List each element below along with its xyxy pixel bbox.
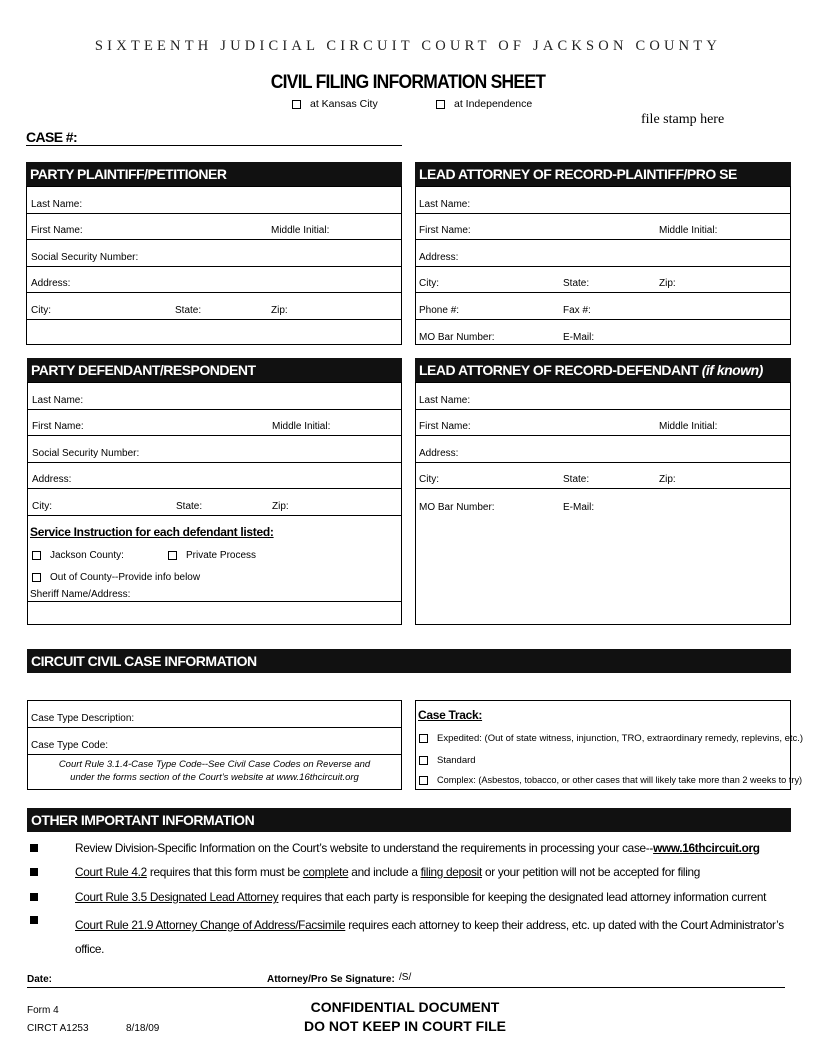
- plaintiff-section-title: PARTY PLAINTIFF/PETITIONER: [26, 162, 402, 186]
- checkbox[interactable]: [292, 100, 301, 109]
- plaintiff-ssn-field[interactable]: Social Security Number:: [27, 240, 401, 267]
- info-item-rule-4-2: Court Rule 4.2 requires that this form must be complete and include a filing deposit or your petition will not be accepted for filing: [75, 865, 701, 879]
- bullet-icon: [30, 844, 38, 852]
- defendant-name-row[interactable]: First Name: Middle Initial:: [28, 410, 401, 437]
- service-out-of-county[interactable]: Out of County--Provide info below: [32, 572, 200, 583]
- info-item-rule-21-9: Court Rule 21.9 Attorney Change of Address/Facsimile requires each attorney to keep their address, etc. up dated with the Court Administrator’s office.: [75, 918, 784, 956]
- other-info-section-title: OTHER IMPORTANT INFORMATION: [27, 808, 791, 832]
- confidential-notice: CONFIDENTIAL DOCUMENT: [310, 999, 500, 1015]
- location-kansas-city[interactable]: at Kansas City: [292, 98, 378, 110]
- attorney-plaintiff-box: [415, 186, 791, 345]
- info-item-rule-3-5: Court Rule 3.5 Designated Lead Attorney requires that each party is responsible for keeping the designated lead attorney information current: [75, 890, 767, 904]
- defendant-section-title: PARTY DEFENDANT/RESPONDENT: [27, 358, 402, 382]
- attorney-plaintiff-last-name-field[interactable]: Last Name:: [416, 187, 790, 214]
- do-not-keep-notice: DO NOT KEEP IN COURT FILE: [304, 1018, 506, 1034]
- defendant-city-row[interactable]: City: State: Zip:: [28, 489, 401, 516]
- location-independence[interactable]: at Independence: [436, 98, 532, 110]
- attorney-plaintiff-section-title: LEAD ATTORNEY OF RECORD-PLAINTIFF/PRO SE: [415, 162, 791, 186]
- sheriff-label: Sheriff Name/Address:: [30, 589, 131, 600]
- form-number: Form 4: [27, 1005, 59, 1016]
- attorney-plaintiff-city-row[interactable]: City: State: Zip:: [416, 267, 790, 294]
- checkbox[interactable]: [32, 573, 41, 582]
- case-type-code-field[interactable]: Case Type Code:: [28, 728, 401, 755]
- service-instruction-heading: Service Instruction for each defendant listed:: [30, 525, 274, 539]
- case-info-section-title: CIRCUIT CIVIL CASE INFORMATION: [27, 649, 791, 673]
- plaintiff-last-name-field[interactable]: Last Name:: [27, 187, 401, 214]
- plaintiff-address-field[interactable]: Address:: [27, 267, 401, 294]
- form-revision-date: 8/18/09: [126, 1023, 160, 1034]
- track-standard[interactable]: Standard: [419, 755, 476, 766]
- attorney-defendant-bar-row[interactable]: MO Bar Number: E-Mail:: [419, 501, 595, 513]
- checkbox[interactable]: [419, 776, 428, 785]
- bullet-icon: [30, 868, 38, 876]
- attorney-plaintiff-bar-row[interactable]: MO Bar Number: E-Mail:: [419, 332, 595, 343]
- service-private-process[interactable]: Private Process: [168, 550, 256, 561]
- form-title: CIVIL FILING INFORMATION SHEET: [270, 72, 546, 93]
- signature-label: Attorney/Pro Se Signature:: [267, 974, 395, 985]
- attorney-defendant-address-field[interactable]: Address:: [416, 436, 790, 463]
- plaintiff-box: [26, 186, 402, 345]
- date-label: Date:: [27, 974, 53, 985]
- plaintiff-name-row[interactable]: First Name: Middle Initial:: [27, 214, 401, 241]
- website-link[interactable]: www.16thcircuit.org: [653, 841, 760, 855]
- attorney-plaintiff-address-field[interactable]: Address:: [416, 240, 790, 267]
- plaintiff-city-row[interactable]: City: State: Zip:: [27, 293, 401, 320]
- plaintiff-extra-row[interactable]: [27, 320, 401, 347]
- defendant-box: [27, 382, 402, 625]
- sheriff-field-line[interactable]: [28, 601, 401, 602]
- case-type-box: [27, 700, 402, 790]
- info-item-division: Review Division-Specific Information on the Court’s website to understand the requirements in processing your case--www.16thcircuit.org: [75, 841, 760, 855]
- attorney-defendant-section-title: LEAD ATTORNEY OF RECORD-DEFENDANT (if known): [415, 358, 791, 382]
- case-track-box: [415, 700, 804, 790]
- case-type-rule-note: Court Rule 3.1.4-Case Type Code--See Civil Case Codes on Reverse and under the forms section of the Court’s website at www.16thcircuit.org: [58, 759, 371, 783]
- track-complex[interactable]: Complex: (Asbestos, tobacco, or other cases that will likely take more than 2 weeks to try): [419, 775, 802, 785]
- checkbox[interactable]: [32, 551, 41, 560]
- file-stamp-label: file stamp here: [641, 112, 725, 127]
- defendant-last-name-field[interactable]: Last Name:: [28, 383, 401, 410]
- attorney-defendant-name-row[interactable]: First Name: Middle Initial:: [416, 410, 790, 437]
- defendant-ssn-field[interactable]: Social Security Number:: [28, 436, 401, 463]
- service-jackson-county[interactable]: Jackson County:: [32, 550, 124, 561]
- bullet-icon: [30, 893, 38, 901]
- court-name: SIXTEENTH JUDICIAL CIRCUIT COURT OF JACKSON COUNTY: [94, 38, 722, 54]
- case-number-field[interactable]: [26, 145, 402, 146]
- form-code: CIRCT A1253: [27, 1023, 89, 1034]
- attorney-plaintiff-phone-row[interactable]: Phone #: Fax #:: [416, 293, 790, 320]
- case-type-description-field[interactable]: Case Type Description:: [28, 701, 401, 728]
- defendant-address-field[interactable]: Address:: [28, 463, 401, 490]
- signature-value[interactable]: /S/: [399, 972, 412, 983]
- checkbox[interactable]: [436, 100, 445, 109]
- case-track-heading: Case Track:: [418, 708, 483, 722]
- checkbox[interactable]: [419, 734, 428, 743]
- attorney-defendant-box: [415, 382, 791, 625]
- attorney-defendant-city-row[interactable]: City: State: Zip:: [416, 463, 790, 490]
- track-expedited[interactable]: Expedited: (Out of state witness, injunction, TRO, extraordinary remedy, replevins, etc.): [419, 733, 803, 744]
- signature-line: [27, 987, 785, 988]
- attorney-plaintiff-name-row[interactable]: First Name: Middle Initial:: [416, 214, 790, 241]
- checkbox[interactable]: [168, 551, 177, 560]
- attorney-defendant-last-name-field[interactable]: Last Name:: [416, 383, 790, 410]
- bullet-icon: [30, 916, 38, 924]
- checkbox[interactable]: [419, 756, 428, 765]
- case-number-label: CASE #:: [26, 129, 78, 145]
